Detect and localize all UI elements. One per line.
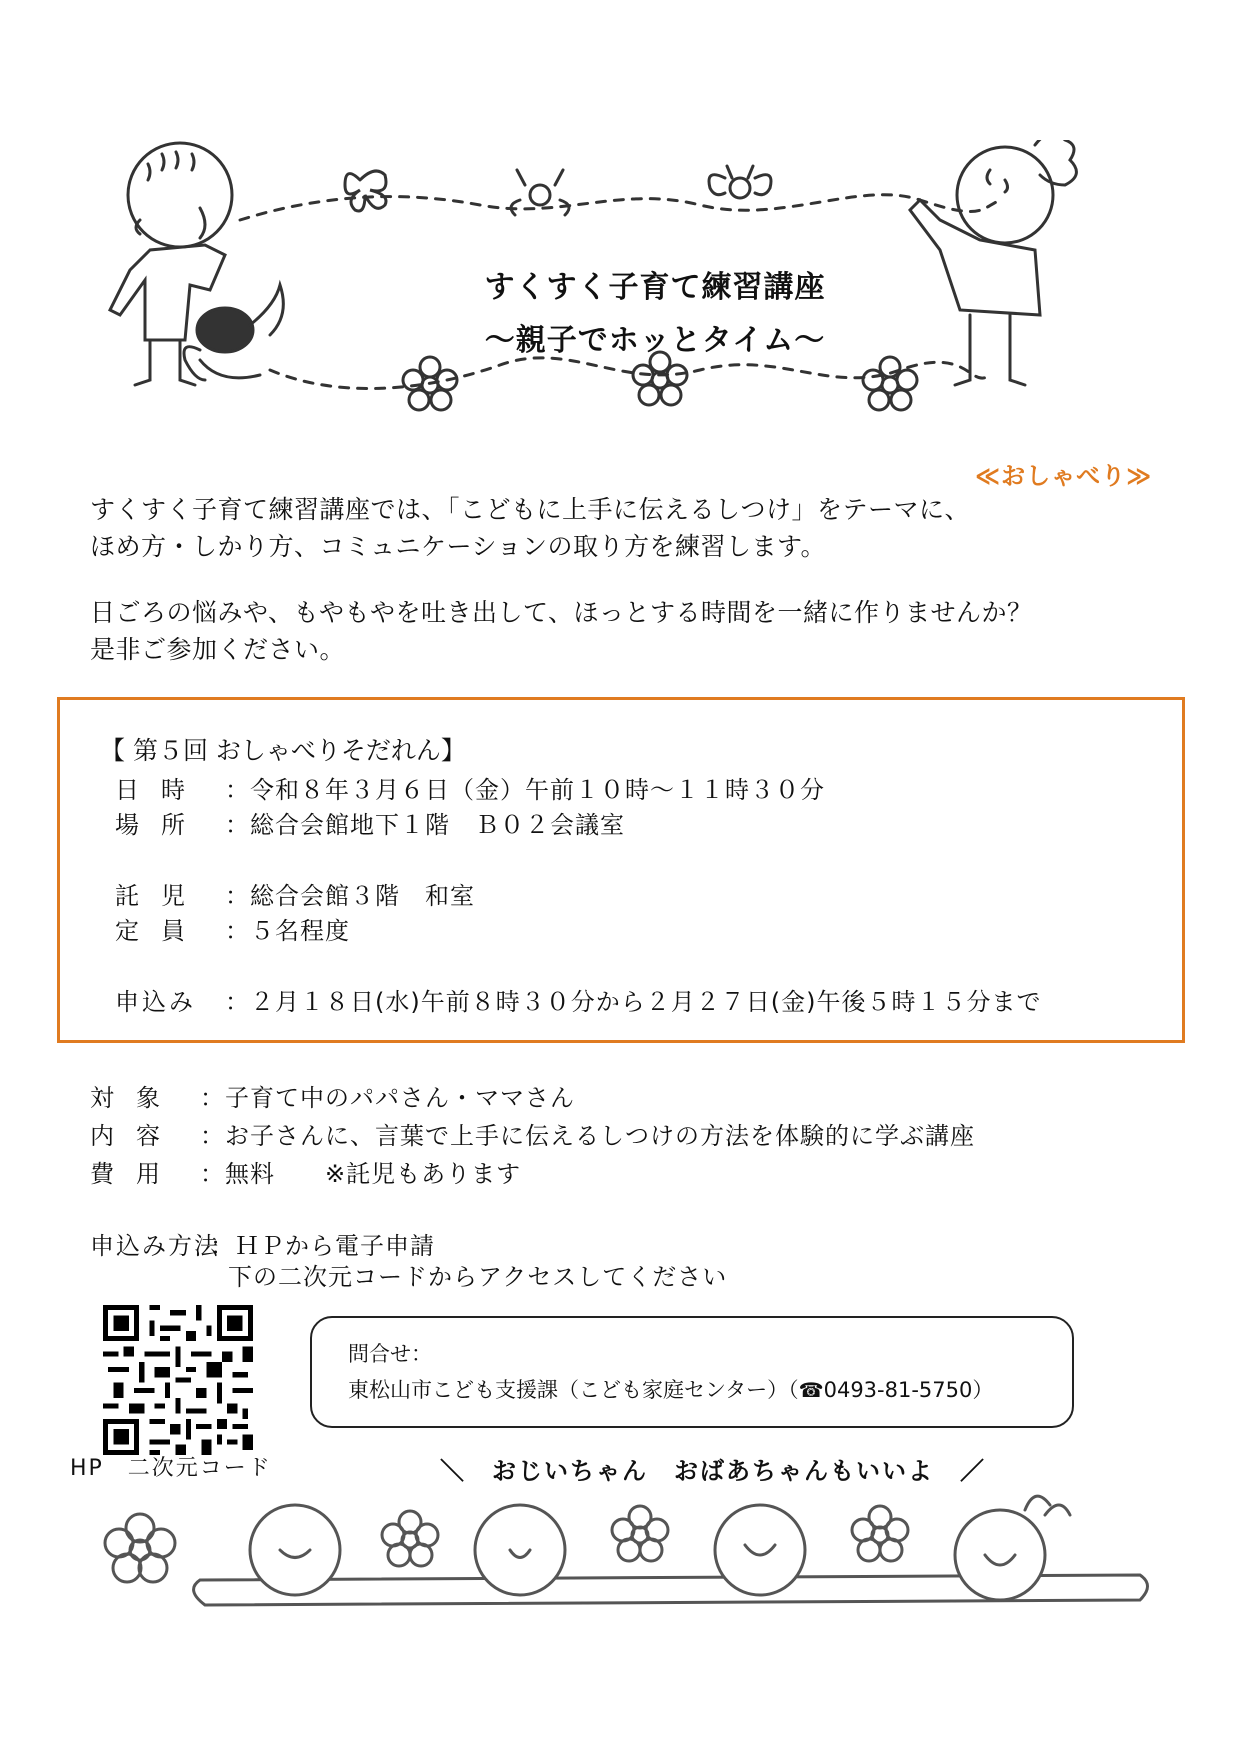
- event-capacity-label: 定員: [115, 917, 207, 945]
- grandparents-welcome: ＼ おじいちゃん おばあちゃんもいいよ ／: [440, 1457, 986, 1485]
- contact-label: 問合せ：: [348, 1342, 432, 1366]
- course-title: すくすく子育て練習講座: [484, 270, 826, 305]
- apply-method-note: 下の二次元コードからアクセスしてください: [228, 1263, 728, 1291]
- event-place-label: 場所: [115, 811, 207, 839]
- event-date-value: ：令和８年３月６日（金）午前１０時～１１時３０分: [225, 776, 825, 804]
- oshaberi-tag: ≪おしゃべり≫: [975, 462, 1153, 490]
- fee-label: 費用: [90, 1160, 182, 1188]
- intro-line-3: 日ごろの悩みや、もやもやを吐き出して、ほっとする時間を一緒に作りませんか？: [90, 598, 1033, 627]
- event-place-value: ：総合会館地下１階 Ｂ０２会議室: [225, 811, 625, 839]
- intro-line-1: すくすく子育て練習講座では、「こどもに上手に伝えるしつけ」をテーマに、: [90, 495, 971, 524]
- event-apply-label: 申込み: [115, 988, 196, 1016]
- target-label: 対象: [90, 1084, 182, 1112]
- event-heading: 【 第５回 おしゃべりそだれん】: [100, 736, 466, 765]
- event-date-label: 日時: [115, 776, 207, 804]
- contact-phone[interactable]: 0493-81-5750: [823, 1378, 973, 1402]
- apply-method-label: 申込み方法: [90, 1232, 220, 1260]
- event-childcare-value: ：総合会館３階 和室: [225, 882, 475, 910]
- content-label: 内容: [90, 1122, 182, 1150]
- contact-line: [348, 1374, 993, 1404]
- intro-line-2: ほめ方・しかり方、コミュニケーションの取り方を練習します。: [90, 532, 827, 561]
- qr-label: HP 二次元コード: [70, 1456, 272, 1481]
- apply-method-value: ：ＨＰから電子申請: [210, 1232, 435, 1260]
- phone-icon: ☎: [798, 1378, 824, 1402]
- content-value: ：お子さんに、言葉で上手に伝えるしつけの方法を体験的に学ぶ講座: [200, 1122, 975, 1150]
- footer-illustration: [100, 1490, 1160, 1630]
- intro-line-4: 是非ご参加ください。: [90, 635, 346, 664]
- event-capacity-value: ：５名程度: [225, 917, 350, 945]
- contact-close: ）: [972, 1378, 994, 1402]
- qr-code-icon[interactable]: [103, 1305, 253, 1455]
- contact-box: [310, 1316, 1074, 1428]
- event-apply-value: ：２月１８日(水)午前８時３０分から２月２７日(金)午後５時１５分まで: [225, 988, 1042, 1016]
- course-subtitle: ～親子でホッとタイム～: [484, 323, 826, 358]
- event-childcare-label: 託児: [115, 882, 207, 910]
- target-value: ：子育て中のパパさん・ママさん: [200, 1084, 575, 1112]
- contact-org: 東松山市こども支援課（こども家庭センター）（: [348, 1378, 799, 1402]
- fee-value: ：無料 ※託児もあります: [200, 1160, 522, 1188]
